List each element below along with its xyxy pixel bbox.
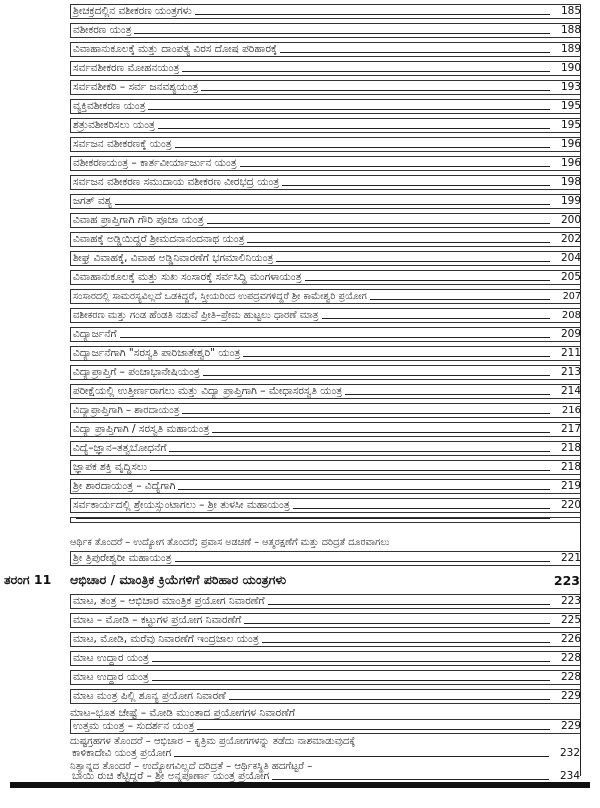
- entry-title-line2: ಕಾಳಿಕಾದೇವಿ ಯಂತ್ರ ಪ್ರಯೋಗ: [72, 747, 172, 759]
- leader-line: [152, 680, 550, 681]
- entry-page: 229: [560, 720, 581, 732]
- entry-page: 200: [560, 214, 581, 226]
- bottom-rule: [10, 782, 590, 788]
- entry-page: 232: [559, 747, 580, 759]
- leader-line: [247, 242, 550, 243]
- toc-entry-multiline: [70, 747, 580, 760]
- toc-entry: [70, 194, 581, 209]
- entry-page: 223: [560, 595, 581, 607]
- entry-page: 213: [560, 366, 581, 378]
- toc-entry: [70, 4, 581, 19]
- chapter-page: 223: [553, 572, 580, 588]
- entry-title: ಜಗತ್ ವಶ್ಯ: [73, 195, 112, 207]
- entry-title: ಸರ್ವಕಾರ್ಯದಲ್ಲಿ ಶ್ರೇಯಸ್ಸುಂಟಾಗಲು – ಶ್ರೀ ತುಳಸೀ ಮಹಾಯಂತ್ರ: [73, 499, 290, 511]
- leader-line: [169, 451, 550, 452]
- chapter-label: ತರಂಗ 11: [4, 572, 52, 587]
- leader-line: [197, 729, 550, 730]
- entry-title: ಜ್ಞಾಪಕ ಶಕ್ತಿ ವೃದ್ಧಿಸಲು: [73, 461, 147, 473]
- entry-title: ವಿವಾಹಕ್ಕೆ ಅಡ್ಡಿಯಿದ್ದರೆ ಶ್ರೀಮದನಾನಂದನಾಥ ಯಂತ್ರ: [73, 233, 245, 245]
- entry-title-line1: ಆರ್ಥಿಕ ತೊಂದರೆ – ಉದ್ಯೋಗ ತೊಂದರೆ; ಪ್ರವಾಸ ಅಡಚಣೆ – ಆತ್ಮರಕ್ಷಣೆಗೆ ಮತ್ತು ದರಿದ್ರತೆ ದೂರವಾಗಲು: [70, 537, 390, 548]
- entry-page: 198: [560, 176, 581, 188]
- entry-page: 196: [560, 157, 581, 169]
- entry-title: ವಿವಾಹಾನುಕೂಲಕ್ಕೆ ಮತ್ತು ದಾಂಪತ್ಯ ವಿರಸ ದೋಷ ಪರಿಹಾರಕ್ಕೆ: [73, 43, 278, 55]
- entry-title: ಸಂಸಾರದಲ್ಲಿ ಸಾಮರಸ್ಯವಿಲ್ಲದೆ ಒಡಕಿದ್ದರೆ, ಸ್ತ್ರೀಯರಿಂದ ಉಪದ್ರವಗಳಿದ್ದರೆ ಶ್ರೀ ಕಾಮೇಶ್ವರಿ ಪ್ರಯೋಗ: [73, 291, 367, 302]
- leader-line: [115, 204, 550, 205]
- leader-line: [370, 299, 550, 300]
- leader-line: [120, 337, 550, 338]
- entry-title: ವಿದ್ಯಾಪ್ರಾಪ್ತಿಗೆ – ಪಂಚಾಭಾನೇಷಿಯಂತ್ರ: [73, 366, 200, 378]
- toc-entry: [70, 80, 581, 95]
- entry-title-line2: ಶ್ರೀ ತ್ರಿಪುರೇಶ್ವರೀ ಮಹಾಯಂತ್ರ: [73, 552, 172, 564]
- entry-page: 216: [561, 405, 581, 416]
- toc-entry: [70, 137, 581, 152]
- toc-entry: [70, 156, 581, 171]
- entry-title: ವಿದ್ಯಾ ಪ್ರಾಪ್ತಿಗಾಗಿ / ಸರಸ್ವತಿ ಮಹಾಯಂತ್ರ: [73, 423, 210, 435]
- entry-page: 189: [560, 43, 581, 55]
- entry-title: ಸರ್ವವಶೀಕರಿ – ಸರ್ವ ಜನವಶ್ಯಯಂತ್ರ: [73, 81, 199, 93]
- toc-entry: [70, 441, 581, 456]
- leader-line: [212, 432, 550, 433]
- leader-line: [182, 71, 550, 72]
- leader-line: [182, 413, 550, 414]
- toc-entry: [70, 232, 581, 247]
- leader-line: [293, 508, 550, 509]
- entry-page: 214: [560, 385, 581, 397]
- entry-title: ಶತ್ರುವಶೀಕರಿಸಲು ಯಂತ್ರ: [73, 119, 155, 131]
- toc-entry: [70, 670, 581, 685]
- entry-page: 229: [560, 690, 581, 702]
- toc-entry: [70, 289, 581, 304]
- toc-entry: [70, 517, 581, 523]
- toc-entry: [70, 118, 581, 133]
- entry-page: 207: [562, 291, 581, 302]
- entry-title: ಮಾಟ, ಮೋಡಿ, ಮರೆವು ನಿವಾರಣೆಗೆ ಇಂದ್ರಜಾಲ ಯಂತ್ರ: [73, 633, 259, 645]
- chapter-title: ಆಭಿಚಾರ / ಮಾಂತ್ರಿಕ ಕ್ರಿಯೆಗಳಿಗೆ ಪರಿಹಾರ ಯಂತ್ರಗಳು: [70, 572, 287, 587]
- entry-page: 199: [560, 195, 581, 207]
- entry-title: ವಶೀಕರಣ ಮತ್ತು ಗಂಡ ಹೆಂಡತಿ ನಡುವೆ ಪ್ರೀತಿ–ಪ್ರೇಮ ಹುಟ್ಟಲು ಧಾರಣೆ ಮಾತ್ರ: [73, 310, 319, 321]
- toc-entry: [70, 61, 581, 76]
- entry-title: ವಿದ್ಯಾರ್ಜನೆಗಾಗಿ "ಸರಸ್ವತಿ ಪಾರಿಜಾತೇಶ್ವರಿ" ಯಂತ್ರ: [73, 347, 241, 359]
- toc-entry: [70, 346, 581, 361]
- toc-entry-multiline: [70, 719, 581, 734]
- entry-page: 217: [560, 423, 581, 435]
- leader-line: [229, 699, 550, 700]
- entry-page: 190: [560, 62, 581, 74]
- leader-line: [148, 109, 550, 110]
- toc-entry: [70, 651, 581, 666]
- entry-title: ಮಾಟ ಉದ್ಧಾರ ಯಂತ್ರ: [73, 652, 149, 664]
- entry-page: 219: [560, 480, 581, 492]
- chapter-heading: [4, 572, 580, 588]
- leader-line: [150, 470, 550, 471]
- entry-title-line1: ನಿತ್ಯಾನ್ನದ ತೊಂದರೆ – ಉದ್ಯೋಗವಿಲ್ಲದೆ ದರಿದ್ರತೆ – ಆರ್ಥಿಕಸ್ಥಿತಿ ಹದಗೆಟ್ಟರೆ –: [70, 761, 313, 772]
- entry-title: ವಶೀಕರಣಯಂತ್ರ – ಕಾರ್ತವೀರ್ಯಾರ್ಜುನ ಯಂತ್ರ: [73, 157, 237, 169]
- leader-line: [280, 52, 550, 53]
- leader-line: [322, 318, 550, 319]
- entry-page: 195: [560, 119, 581, 131]
- entry-page: 228: [560, 652, 581, 664]
- leader-line: [240, 166, 550, 167]
- toc-entry: [70, 175, 581, 190]
- leader-line: [276, 261, 550, 262]
- entry-title: ಮಾಟ – ಮೋಡಿ – ಕಟ್ಟುಗಳ ಪ್ರಯೋಗ ನಿವಾರಣೆಗೆ: [73, 614, 242, 626]
- entry-page: 211: [560, 347, 581, 359]
- entry-title: ಮಾಟ ಉದ್ಧಾರ ಯಂತ್ರ: [73, 671, 149, 683]
- leader-line: [178, 489, 550, 490]
- toc-entry: [70, 632, 581, 647]
- leader-line: [175, 561, 550, 562]
- toc-entry: [70, 498, 581, 513]
- entry-title: ಶೀಘ್ರ ವಿವಾಹಕ್ಕೆ, ವಿವಾಹ ಅಡ್ಡಿನಿವಾರಣೆಗೆ ಭಗಮಾಲಿನಿಯಂತ್ರ: [73, 252, 274, 264]
- entry-title: ಶ್ರೀಚಕ್ರದಲ್ಲಿನ ವಶೀಕರಣ ಯಂತ್ರಗಳು: [73, 5, 192, 17]
- leader-line: [134, 33, 550, 34]
- toc-entry: [70, 613, 581, 628]
- toc-entry: [70, 460, 581, 475]
- entry-page: 204: [560, 252, 581, 264]
- toc-entry: [70, 594, 581, 609]
- leader-line: [243, 356, 550, 357]
- entry-title: ಸರ್ವಜನ ವಶೀಕರಣಕ್ಕೆ ಯಂತ್ರ: [73, 138, 172, 150]
- entry-page: 205: [560, 271, 581, 283]
- leader-line: [272, 779, 549, 780]
- entry-page: 234: [559, 770, 580, 782]
- entry-page: 195: [560, 100, 581, 112]
- leader-line: [158, 128, 550, 129]
- leader-line: [203, 375, 550, 376]
- entry-title: ವಿದ್ಯೆ–ಜ್ಞಾನ–ತತ್ವಬೋಧನೆಗೆ: [73, 442, 167, 454]
- entry-page: 196: [560, 138, 581, 150]
- entry-title: ಪರೀಕ್ಷೆಯಲ್ಲಿ ಉತ್ತೀರ್ಣರಾಗಲು ಮತ್ತು ವಿದ್ಯಾ ಪ್ರಾಪ್ತಿಗಾಗಿ – ಮೇಧಾಸರಸ್ವತಿ ಯಂತ್ರ: [73, 385, 343, 397]
- toc-entry: [70, 42, 581, 57]
- entry-title: ಸರ್ವಜನ ವಶೀಕರಣ ಸಮುದಾಯ ವಶೀಕರಣ ವೀರಭದ್ರ ಯಂತ್ರ: [73, 176, 280, 188]
- leader-line: [244, 623, 550, 624]
- leader-line: [262, 642, 550, 643]
- toc-entry: [70, 270, 581, 285]
- entry-title: ವಶೀಕರಣ ಯಂತ್ರ: [73, 24, 132, 36]
- toc-entry: [70, 365, 581, 380]
- leader-line: [201, 90, 550, 91]
- toc-entry: [70, 479, 581, 494]
- toc-entry: [70, 384, 581, 399]
- entry-page: 225: [560, 614, 581, 626]
- entry-title: ವಿದ್ಯಾರ್ಜನೆಗೆ: [73, 328, 117, 340]
- entry-title: ವಿವಾಹಾನುಕೂಲಕ್ಕೆ ಮತ್ತು ಸುಖ ಸಂಸಾರಕ್ಕೆ ಸರ್ವಸಿದ್ಧಿ ಮಂಗಳಾಯಂತ್ರ: [73, 271, 302, 283]
- entry-title: ಮಾಟ ಮಂತ್ರ ಪಿಲ್ಲಿ ಶೂನ್ಯ ಪ್ರಯೋಗ ನಿವಾರಣೆ: [73, 690, 226, 702]
- entry-page: 220: [560, 499, 581, 511]
- entry-page: 228: [560, 671, 581, 683]
- entry-title-line2: ಉತ್ತಮ ಯಂತ್ರ – ಸುದರ್ಶನ ಯಂತ್ರ: [73, 720, 195, 732]
- entry-page: 208: [561, 310, 581, 321]
- leader-line: [152, 661, 550, 662]
- leader-line: [345, 394, 550, 395]
- leader-line: [305, 280, 550, 281]
- leader-line: [195, 14, 550, 15]
- toc-entry: [70, 689, 581, 704]
- entry-title: ವಿದ್ಯಾಪ್ರಾಪ್ತಿಗಾಗಿ – ಶಾರದಾಯಂತ್ರ: [73, 405, 180, 416]
- entry-title: ವ್ಯಕ್ತಿವಶೀಕರಣ ಯಂತ್ರ: [73, 100, 146, 112]
- leader-line: [207, 223, 550, 224]
- entry-page: 218: [560, 442, 581, 454]
- leader-line: [175, 147, 550, 148]
- entry-page: 185: [560, 5, 581, 17]
- entry-page: 221: [560, 552, 581, 564]
- entry-title: ಮಾಟ, ತಂತ್ರ – ಆಭಿಚಾರ ಮಾಂತ್ರಿಕ ಪ್ರಯೋಗ ನಿವಾರಣೆಗೆ: [73, 595, 265, 607]
- entry-title: ವಿವಾಹ ಪ್ರಾಪ್ತಿಗಾಗಿ ಗೌರಿ ಪೂಜಾ ಯಂತ್ರ: [73, 214, 204, 226]
- toc-entry: [70, 251, 581, 266]
- entry-page: 209: [560, 328, 581, 340]
- toc-entry-multiline: [70, 551, 581, 566]
- toc-entry: [70, 213, 581, 228]
- entry-title: ಶ್ರೀ ಶಾರದಾಯಂತ್ರ – ವಿದ್ಯೆಗಾಗಿ: [73, 480, 176, 492]
- entry-page: 226: [560, 633, 581, 645]
- leader-line: [268, 604, 551, 605]
- toc-entry: [70, 99, 581, 114]
- toc-entry: [70, 23, 581, 38]
- leader-line: [282, 185, 550, 186]
- toc-entry: [70, 327, 581, 342]
- entry-page: 193: [560, 81, 581, 93]
- entry-title: ಸರ್ವವಶೀಕರಣ ಮೋಹನಯಂತ್ರ: [73, 62, 180, 74]
- toc-entry: [70, 422, 581, 437]
- toc-entry: [70, 308, 581, 323]
- entry-title-line1: ಮಾಟ–ಭೂತ ಚೇಷ್ಟೆ – ಮೋಡಿ ಮುಂತಾದ ಪ್ರಯೋಗಗಳ ನಿವಾರಣೆಗೆ: [70, 707, 295, 719]
- entry-title-line1: ದುಷ್ಟಗ್ರಹಗಳ ತೊಂದರೆ – ಆಭಿಚಾರ – ಕೃತ್ರಿಮ ಪ್ರಯೋಗಗಳನ್ನು ತಡೆದು ನಾಶಮಾಡುವುದಕ್ಕೆ: [70, 736, 356, 747]
- toc-entry: [70, 403, 581, 418]
- leader-line: [76, 518, 550, 519]
- entry-page: 218: [560, 461, 581, 473]
- entry-page: 202: [560, 233, 581, 245]
- entry-title-line2: ಬಾಯಿ ರುಚಿ ಕೆಟ್ಟಿದ್ದರೆ – ಶ್ರೀ ಅನ್ನಪೂರ್ಣಾ ಯಂತ್ರ ಪ್ರಯೋಗ: [72, 770, 270, 782]
- leader-line: [174, 756, 549, 757]
- entry-page: 188: [560, 24, 581, 36]
